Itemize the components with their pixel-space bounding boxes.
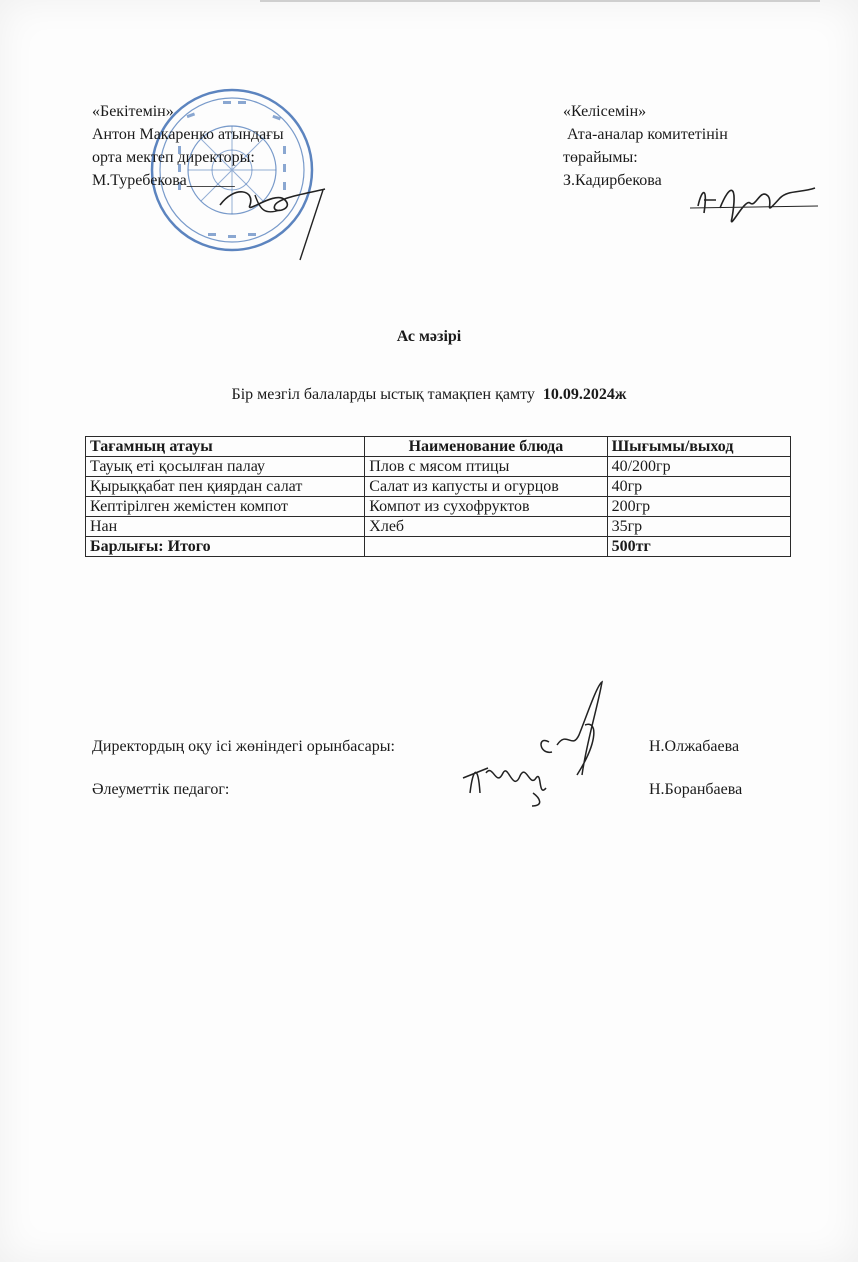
cell-portion: 40/200гр bbox=[607, 457, 790, 477]
cell-dish-kazakh: Кептірілген жемістен компот bbox=[86, 497, 365, 517]
cell-dish-kazakh: Қырыққабат пен қиярдан салат bbox=[86, 477, 365, 497]
approval-director-name: М.Туребекова bbox=[92, 172, 187, 189]
cell-dish-russian: Хлеб bbox=[365, 517, 607, 537]
header-dish-russian: Наименование блюда bbox=[365, 437, 607, 457]
social-pedagogue-role: Әлеуметтік педагог: bbox=[92, 781, 230, 798]
cell-dish-russian: Компот из сухофруктов bbox=[365, 497, 607, 517]
deputy-signature-row bbox=[92, 738, 792, 756]
approval-line-2: орта мектеп директоры: bbox=[92, 149, 255, 166]
scan-edge-line bbox=[260, 0, 820, 2]
social-pedagogue-row bbox=[92, 781, 792, 799]
table-total-row bbox=[86, 537, 791, 557]
social-pedagogue-signature-icon bbox=[458, 748, 558, 808]
menu-table bbox=[85, 436, 791, 557]
agreement-line-2: төрайымы: bbox=[563, 149, 638, 166]
social-pedagogue-name: Н.Боранбаева bbox=[649, 781, 743, 798]
document-subtitle bbox=[0, 386, 858, 404]
agreement-line-1: Ата-аналар комитетінін bbox=[563, 126, 728, 143]
cell-dish-russian: Салат из капусты и огурцов bbox=[365, 477, 607, 497]
document-title: Ас мәзірі bbox=[396, 328, 462, 345]
subtitle-text: Бір мезгіл балаларды ыстық тамақпен қамту bbox=[231, 386, 535, 403]
cell-portion: 40гр bbox=[607, 477, 790, 497]
menu-date: 10.09.2024ж bbox=[542, 386, 627, 403]
cell-portion: 35гр bbox=[607, 517, 790, 537]
cell-portion: 200гр bbox=[607, 497, 790, 517]
table-row bbox=[86, 497, 791, 517]
director-signature-icon bbox=[215, 175, 335, 265]
deputy-name: Н.Олжабаева bbox=[649, 738, 740, 755]
approval-block: «Бекітемін» Антон Макаренко атындағы орта мектеп директоры: М.Туребекова______ bbox=[92, 100, 284, 192]
approval-line-1: Антон Макаренко атындағы bbox=[92, 126, 284, 143]
committee-signature-icon bbox=[690, 178, 820, 228]
total-label: Барлығы: Итого bbox=[86, 537, 365, 557]
agreement-label: «Келісемін» bbox=[563, 103, 647, 120]
table-row bbox=[86, 477, 791, 497]
table-header-row bbox=[86, 437, 791, 457]
deputy-role: Директордың оқу ісі жөніндегі орынбасары: bbox=[92, 738, 395, 755]
header-dish-kazakh: Тағамның атауы bbox=[86, 437, 365, 457]
approval-label: «Бекітемін» bbox=[92, 103, 174, 120]
agreement-chair-name: З.Кадирбекова bbox=[563, 172, 662, 189]
total-value: 500тг bbox=[607, 537, 790, 557]
cell-dish-kazakh: Тауық еті қосылған палау bbox=[86, 457, 365, 477]
total-empty bbox=[365, 537, 607, 557]
table-row bbox=[86, 457, 791, 477]
cell-dish-kazakh: Нан bbox=[86, 517, 365, 537]
cell-dish-russian: Плов с мясом птицы bbox=[365, 457, 607, 477]
header-portion: Шығымы/выход bbox=[607, 437, 790, 457]
table-row bbox=[86, 517, 791, 537]
